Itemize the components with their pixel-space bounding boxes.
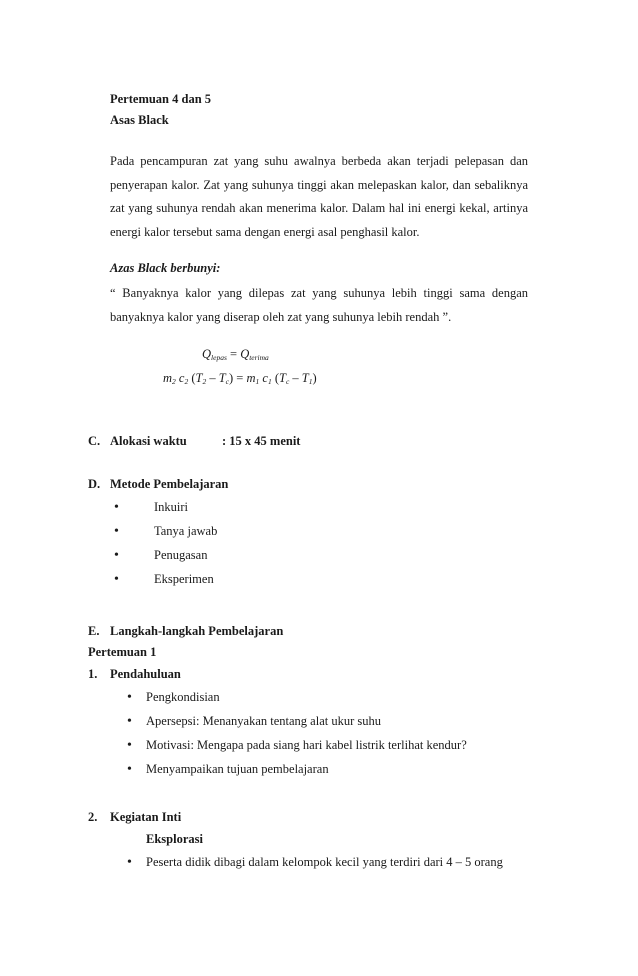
eq2-t1: T <box>301 371 309 385</box>
intro-bullet: • <box>127 714 132 729</box>
equation-heat-balance <box>202 347 269 362</box>
meeting-heading: Pertemuan 4 dan 5 <box>110 92 212 106</box>
method-item: Inkuiri <box>154 500 189 514</box>
eq2-tc-1: T <box>218 371 226 385</box>
eq2-tc-2: T <box>279 371 286 385</box>
eq1-q-lepas: Q <box>202 347 212 361</box>
eq2-t2: T <box>195 371 203 385</box>
sub2-title: Kegiatan Inti <box>110 810 182 824</box>
method-item: Penugasan <box>154 548 208 562</box>
section-c-title: Alokasi waktu <box>110 434 187 448</box>
eq2-close: ) <box>312 371 317 385</box>
eq1-equals: = <box>226 347 241 361</box>
section-d-letter: D. <box>88 477 101 491</box>
eq2-t1-sub: 1 <box>308 377 313 386</box>
equation-mass-temperature <box>163 371 317 386</box>
sub1-number: 1. <box>88 667 98 681</box>
section-d-title: Metode Pembelajaran <box>110 477 229 491</box>
method-bullet: • <box>114 572 119 587</box>
method-item: Eksperimen <box>154 572 214 586</box>
eq1-sub-terima: terima <box>249 353 269 362</box>
eq2-minus-1: – <box>206 371 219 385</box>
eq1-sub-lepas: lepas <box>211 353 227 362</box>
topic-heading: Asas Black <box>110 113 169 127</box>
eq2-c2: c <box>178 371 185 385</box>
eq2-c1: c <box>262 371 268 385</box>
intro-bullet: • <box>127 690 132 705</box>
intro-step: Motivasi: Mengapa pada siang hari kabel listrik terlihat kendur? <box>146 738 467 752</box>
activity-step: Peserta didik dibagi dalam kelompok kecil yang terdiri dari 4 – 5 orang <box>146 855 503 869</box>
intro-step: Apersepsi: Menanyakan tentang alat ukur suhu <box>146 714 382 728</box>
intro-step: Pengkondisian <box>146 690 220 704</box>
eq2-tc-2-sub: c <box>285 377 290 386</box>
eq2-m2-sub: 2 <box>172 377 176 386</box>
sub1-title: Pendahuluan <box>110 667 181 681</box>
eq2-tc-1-sub: c <box>225 377 230 386</box>
method-bullet: • <box>114 500 119 515</box>
section-e-letter: E. <box>88 624 100 638</box>
statement-text: “ Banyaknya kalor yang dilepas zat yang suhunya lebih tinggi sama dengan banyaknya kalor yang diserap oleh zat yang suhunya lebih rendah ”. <box>110 286 528 324</box>
eq2-minus-2: – <box>289 371 302 385</box>
eq1-q-terima: Q <box>240 347 250 361</box>
method-item: Tanya jawab <box>154 524 218 538</box>
eq2-c2-sub: 2 <box>184 377 189 386</box>
eq2-c1-sub: 1 <box>267 377 272 386</box>
eq2-close-equals: ) = <box>229 371 247 385</box>
activity-bullet: • <box>127 855 132 870</box>
method-bullet: • <box>114 524 119 539</box>
section-e-title: Langkah-langkah Pembelajaran <box>110 624 284 638</box>
eq2-t2-sub: 2 <box>202 377 207 386</box>
intro-step: Menyampaikan tujuan pembelajaran <box>146 762 329 776</box>
section-c-letter: C. <box>88 434 101 448</box>
eq2-open-2: ( <box>271 371 279 385</box>
intro-bullet: • <box>127 762 132 777</box>
eq2-m1: m <box>246 371 256 385</box>
sub2-number: 2. <box>88 810 98 824</box>
intro-bullet: • <box>127 738 132 753</box>
eq2-m2: m <box>163 371 173 385</box>
method-bullet: • <box>114 548 119 563</box>
statement-heading: Azas Black berbunyi: <box>110 261 221 275</box>
meeting-1-heading: Pertemuan 1 <box>88 645 157 659</box>
section-c-value: : 15 x 45 menit <box>222 434 301 448</box>
eq2-open-1: ( <box>188 371 196 385</box>
intro-paragraph: Pada pencampuran zat yang suhu awalnya berbeda akan terjadi pelepasan dan penyerapan kalor. Zat yang suhunya tinggi akan melepaskan kalor, dan sebaliknya zat yang suhunya rendah akan menerima kalor. Dalam hal ini energi kekal, artinya energi kalor tersebut sama dengan energi asal penghasil kalor. <box>110 154 528 239</box>
eq2-m1-sub: 1 <box>255 377 260 386</box>
sub2-subtitle: Eksplorasi <box>146 832 203 846</box>
